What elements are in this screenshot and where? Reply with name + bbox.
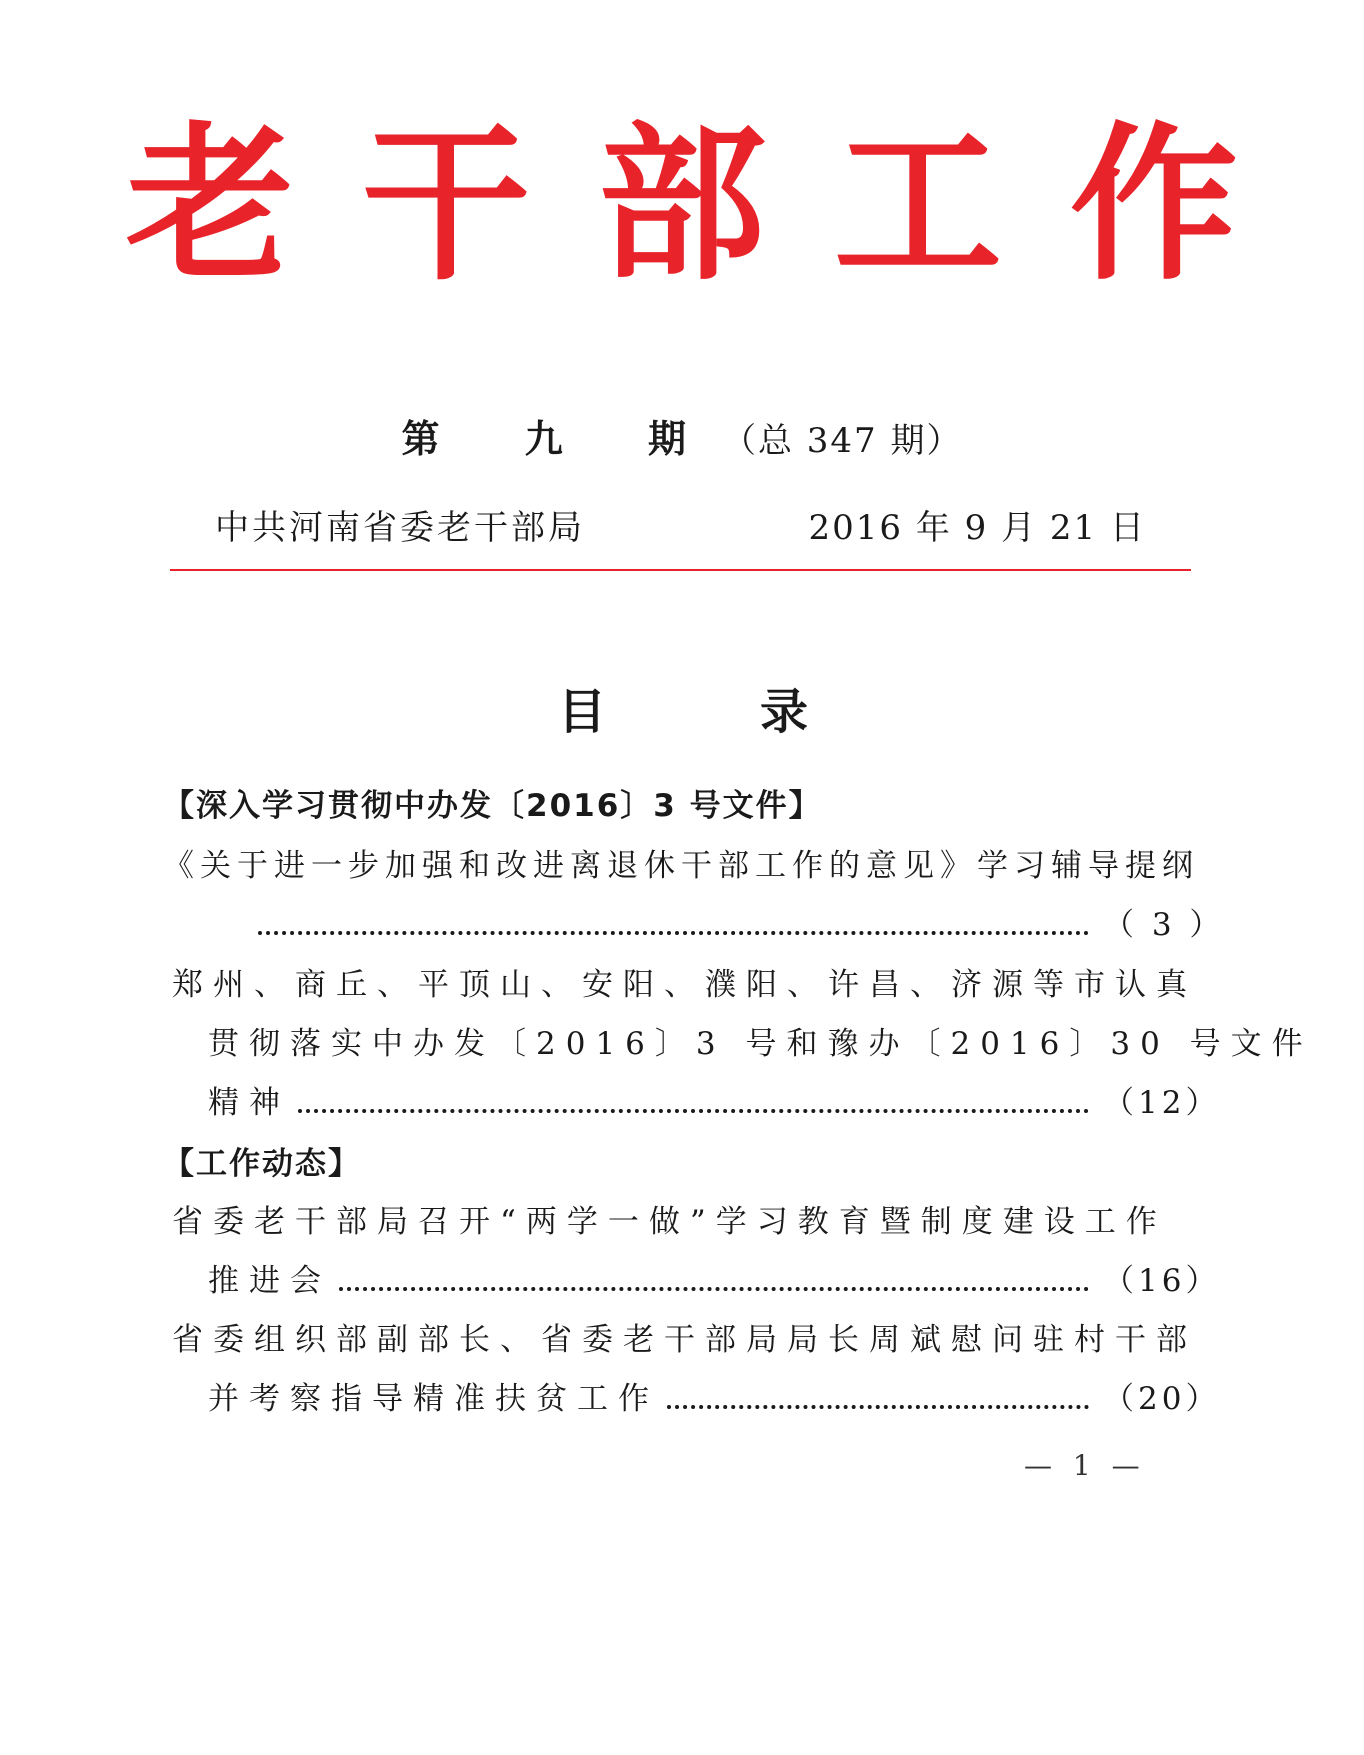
toc-entry-line[interactable]: 省委老干部局召开“两学一做”学习教育暨制度建设工作 [172,1204,1167,1240]
section-heading: 【深入学习贯彻中办发〔2016〕3 号文件】 [163,788,822,824]
toc-entry-leader[interactable] [208,1085,1221,1121]
toc-entry-leader[interactable] [208,1381,1221,1417]
toc-entry-last-line: 精神 [208,1085,290,1121]
toc-entry-line[interactable]: 贯彻落实中办发〔2016〕3 号和豫办〔2016〕30 号文件 [208,1026,1313,1062]
dot-leader [667,1405,1089,1409]
toc-page-number: （ 3 ） [1103,907,1225,943]
dot-leader [258,931,1089,935]
masthead-char: 干 [362,107,530,303]
toc-entry-line[interactable]: 《关于进一步加强和改进离退休干部工作的意见》学习辅导提纲 [163,848,1199,884]
toc-entry-last-line: 并考察指导精准扶贫工作 [208,1381,659,1417]
page-folio: — 1 — [1024,1449,1146,1482]
masthead-title [0,107,1364,303]
red-divider [170,569,1191,571]
masthead-char: 工 [834,107,1002,303]
issue-main: 第 九 期 [401,417,722,461]
toc-entry-leader[interactable] [250,907,1225,943]
publication-date: 2016 年 9 月 21 日 [808,508,1146,548]
toc-page-number: （16） [1103,1263,1221,1299]
section-heading: 【工作动态】 [163,1146,361,1182]
dot-leader [339,1287,1089,1291]
toc-entry-leader[interactable] [208,1263,1221,1299]
masthead-char: 老 [126,107,294,303]
toc-page-number: （12） [1103,1085,1221,1121]
toc-page-number: （20） [1103,1381,1221,1417]
masthead-char: 作 [1070,107,1238,303]
toc-entry-line[interactable]: 省委组织部副部长、省委老干部局局长周斌慰问驻村干部 [172,1322,1197,1358]
toc-entry-last-line: 推进会 [208,1263,331,1299]
issue-total: （总 347 期） [721,421,963,461]
toc-title-char: 目 [558,684,607,740]
toc-title-char: 录 [759,684,808,740]
issuer: 中共河南省委老干部局 [215,508,585,548]
toc-title [558,684,808,740]
dot-leader [298,1109,1089,1113]
issue-number [0,417,1364,461]
masthead-char: 部 [598,107,766,303]
toc-entry-line[interactable]: 郑州、商丘、平顶山、安阳、濮阳、许昌、济源等市认真 [172,967,1197,1003]
